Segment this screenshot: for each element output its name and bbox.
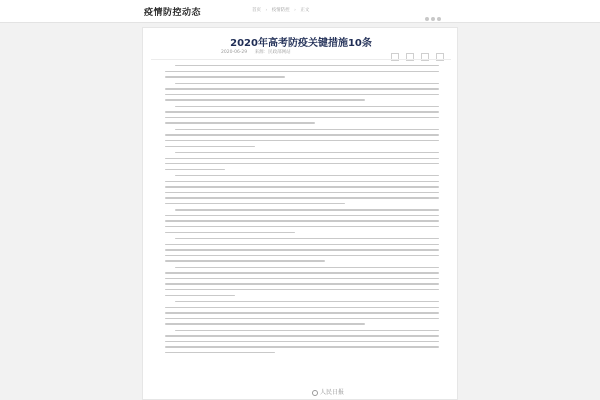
paragraph xyxy=(165,267,439,296)
breadcrumb-separator: › xyxy=(265,8,268,13)
paragraph xyxy=(165,65,439,78)
share-toolbar xyxy=(389,46,444,65)
breadcrumb-separator: › xyxy=(294,8,296,13)
paragraph xyxy=(165,83,439,101)
breadcrumb-item-home[interactable]: 首页 xyxy=(252,8,261,13)
watermark-text: 人民日报 xyxy=(320,389,345,396)
breadcrumb-item-current: 正文 xyxy=(300,8,310,13)
article-title: 2020年高考防疫关键措施10条 xyxy=(230,38,372,49)
paragraph xyxy=(165,209,439,233)
paragraph xyxy=(165,106,439,124)
divider xyxy=(151,59,451,60)
article-date: 2020-06-29 xyxy=(221,50,248,55)
site-logo[interactable]: 疫情防控动态 xyxy=(144,8,202,18)
article-source: 来源：民政部网站 xyxy=(254,50,291,55)
paragraph xyxy=(165,175,439,204)
breadcrumb xyxy=(252,7,312,13)
article-card xyxy=(142,27,458,400)
paragraph xyxy=(165,238,439,262)
top-navigation-bar xyxy=(0,0,600,23)
article-body xyxy=(165,65,439,358)
watermark xyxy=(312,387,344,396)
paragraph xyxy=(165,152,439,170)
weibo-icon xyxy=(312,390,318,396)
paragraph xyxy=(165,129,439,147)
paragraph xyxy=(165,301,439,325)
breadcrumb-item-category[interactable]: 疫情防控 xyxy=(271,8,290,13)
paragraph xyxy=(165,330,439,354)
header-menu-icon[interactable] xyxy=(425,6,449,13)
article-meta xyxy=(221,49,297,55)
